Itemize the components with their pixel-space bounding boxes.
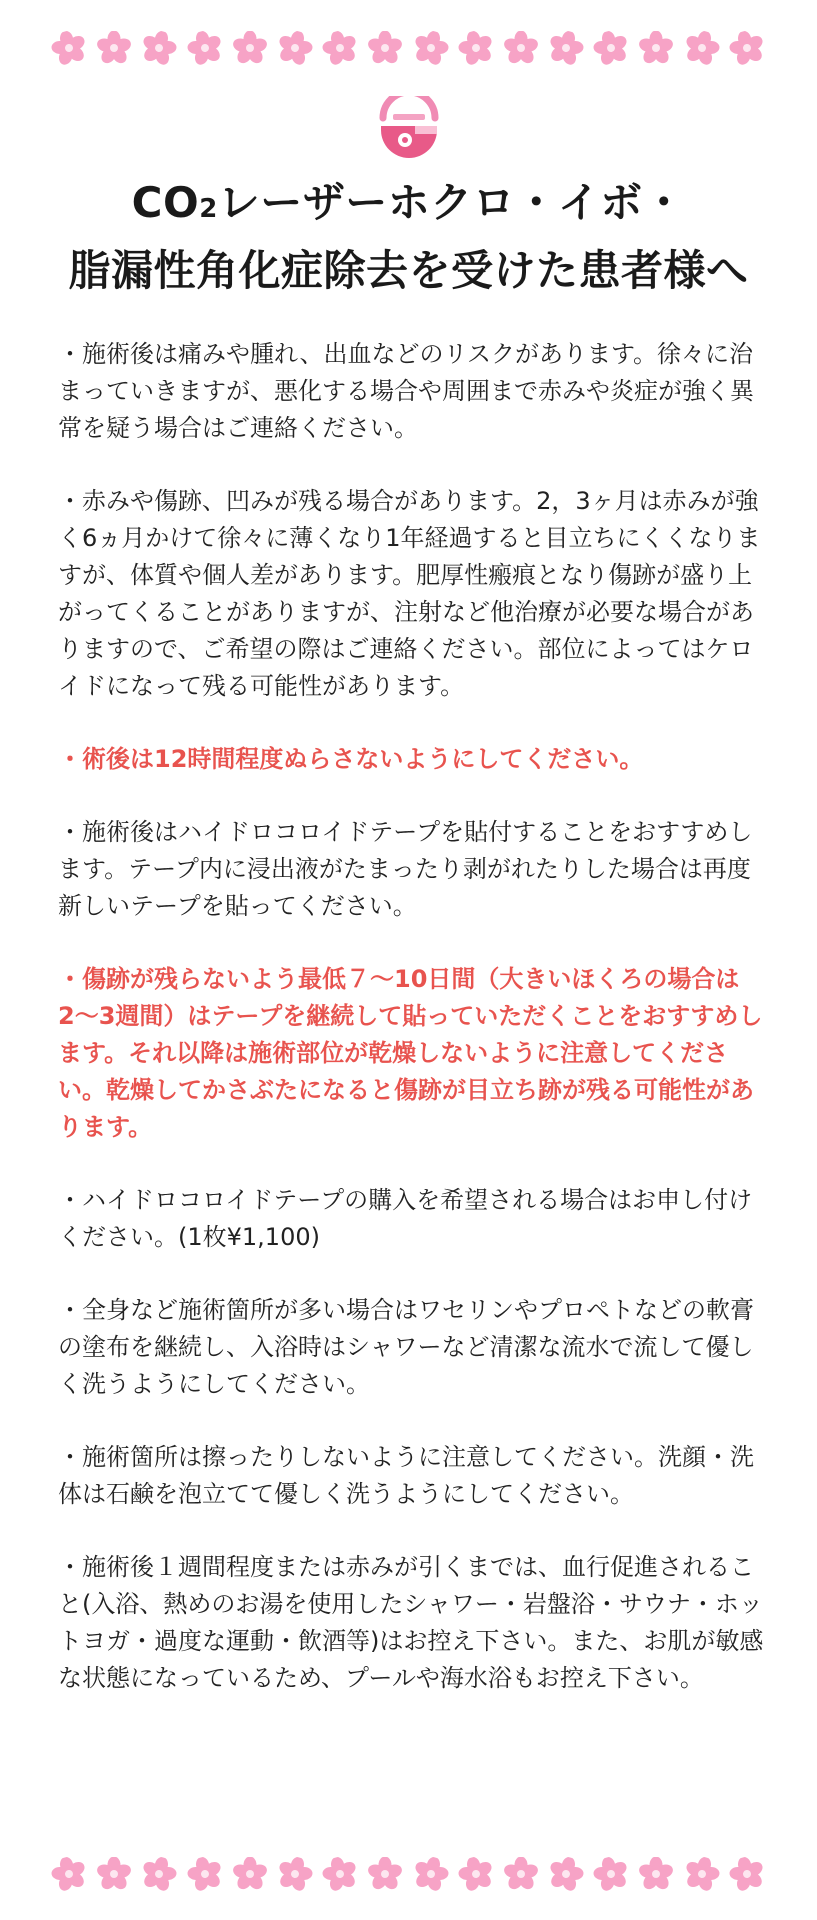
flower-icon	[274, 1853, 316, 1895]
flower-icon	[504, 31, 538, 65]
instruction-paragraph: ・施術後はハイドロコロイドテープを貼付することをおすすめします。テープ内に浸出液がたまったり剥がれたりした場合は再度新しいテープを貼ってください。	[58, 818, 753, 920]
flower-border-bottom	[52, 1852, 764, 1896]
flower-icon	[368, 1857, 402, 1891]
title-subscript: 2	[199, 194, 218, 224]
page-title	[0, 172, 817, 302]
flower-icon	[639, 31, 673, 65]
flower-icon	[233, 1857, 267, 1891]
flower-icon	[545, 1853, 587, 1895]
flower-icon	[590, 1853, 632, 1895]
title-co: CO	[131, 178, 200, 227]
warning-paragraph: ・術後は12時間程度ぬらさないようにしてください。	[58, 745, 644, 773]
instruction-paragraph: ・ハイドロコロイドテープの購入を希望される場合はお申し付けください。(1枚¥1,100)	[58, 1186, 753, 1251]
flower-icon	[545, 27, 587, 69]
flower-icon	[319, 27, 361, 69]
title-line-1	[0, 172, 817, 240]
flower-icon	[504, 1857, 538, 1891]
flower-icon	[48, 1853, 90, 1895]
instructions-list	[58, 336, 766, 1733]
flower-icon	[233, 31, 267, 65]
instruction-paragraph: ・施術後は痛みや腫れ、出血などのリスクがあります。徐々に治まっていきますが、悪化する場合や周囲まで赤みや炎症が強く異常を疑う場合はご連絡ください。	[58, 340, 754, 442]
flower-icon	[368, 31, 402, 65]
flower-icon	[139, 1853, 181, 1895]
flower-icon	[455, 1853, 497, 1895]
flower-icon	[48, 27, 90, 69]
flower-icon	[410, 27, 452, 69]
flower-icon	[410, 1853, 452, 1895]
instruction-paragraph: ・赤みや傷跡、凹みが残る場合があります。2，3ヶ月は赤みが強く6ヵ月かけて徐々に薄くなり1年経過すると目立ちにくくなりますが、体質や個人差があります。肥厚性瘢痕となり傷跡が盛り上がってくることがありますが、注射など他治療が必要な場合がありますので、ご希望の際はご連絡ください。部位によってはケロイドになって残る可能性があります。	[58, 487, 761, 700]
instruction-paragraph: ・全身など施術箇所が多い場合はワセリンやプロペトなどの軟膏の塗布を継続し、入浴時はシャワーなど清潔な流水で流して優しく洗うようにしてください。	[58, 1296, 754, 1398]
flower-icon	[681, 1853, 723, 1895]
flower-icon	[319, 1853, 361, 1895]
flower-icon	[455, 27, 497, 69]
flower-icon	[97, 1857, 131, 1891]
flower-icon	[639, 1857, 673, 1891]
flower-icon	[184, 1853, 226, 1895]
title-line-2: 脂漏性角化症除去を受けた患者様へ	[68, 246, 749, 295]
flower-icon	[184, 27, 226, 69]
flower-icon	[726, 27, 768, 69]
flower-icon	[274, 27, 316, 69]
flower-icon	[681, 27, 723, 69]
clinic-logo-icon	[375, 96, 443, 160]
instruction-paragraph: ・施術箇所は擦ったりしないように注意してください。洗顔・洗体は石鹸を泡立てて優しく洗うようにしてください。	[58, 1443, 754, 1508]
instruction-paragraph: ・施術後１週間程度または赤みが引くまでは、血行促進されること(入浴、熱めのお湯を使用したシャワー・岩盤浴・サウナ・ホットヨガ・過度な運動・飲酒等)はお控え下さい。また、お肌が敏感な状態になっているため、プールや海水浴もお控え下さい。	[58, 1553, 764, 1692]
flower-icon	[726, 1853, 768, 1895]
warning-paragraph: ・傷跡が残らないよう最低７〜10日間（大きいほくろの場合は2〜3週間）はテープを継続して貼っていただくことをおすすめします。それ以降は施術部位が乾燥しないように注意してください。乾燥してかさぶたになると傷跡が目立ち跡が残る可能性があります。	[58, 965, 763, 1141]
flower-icon	[590, 27, 632, 69]
title-line1-text: レーザーホクロ・イボ・	[217, 178, 686, 227]
flower-border-top	[52, 26, 764, 70]
flower-icon	[97, 31, 131, 65]
flower-icon	[139, 27, 181, 69]
